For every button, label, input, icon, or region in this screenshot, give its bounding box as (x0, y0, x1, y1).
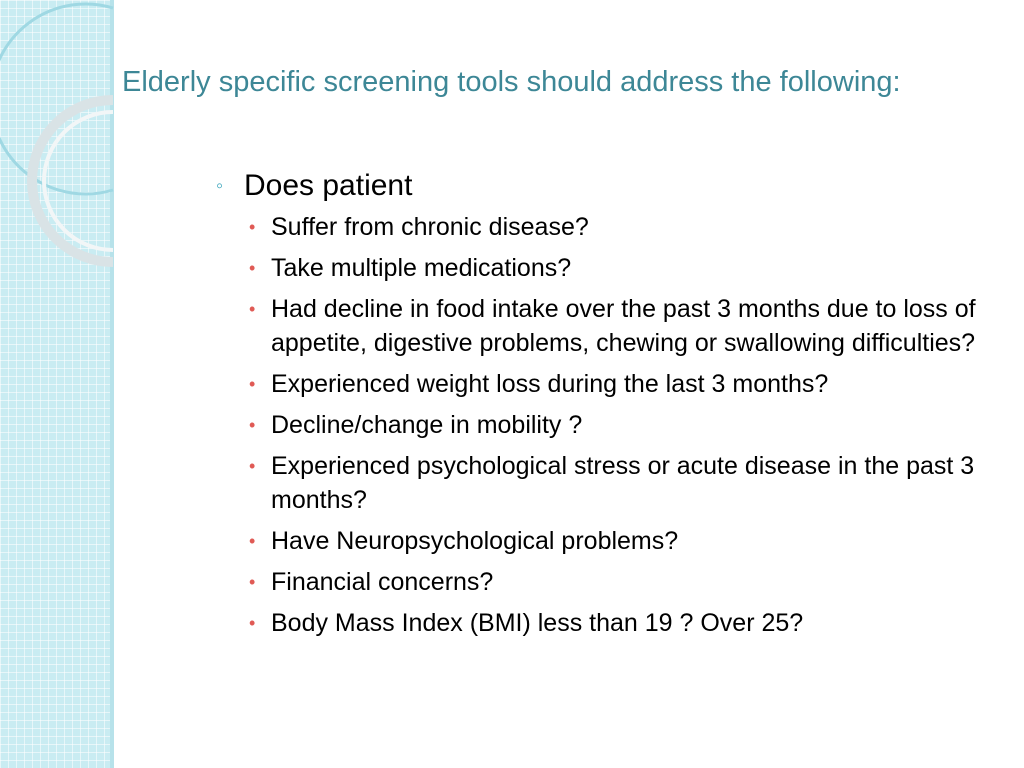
sub-item-weight-loss (212, 367, 1002, 401)
hollow-bullet-icon: ◦ (216, 175, 224, 197)
sub-item-food-intake (212, 292, 1002, 360)
bullet-dot-icon: • (249, 456, 256, 476)
sub-item-text: Experienced weight loss during the last 3 months? (271, 370, 829, 398)
inner-ring-highlight (44, 112, 113, 250)
bullet-dot-icon: • (249, 613, 256, 633)
sub-item-psychological-stress (212, 449, 1002, 517)
bullet-dot-icon: • (249, 374, 256, 394)
bullet-dot-icon: • (249, 299, 256, 319)
sub-item-bmi (212, 606, 1002, 640)
main-item-text: Does patient (244, 169, 413, 202)
sub-item-text: Have Neuropsychological problems? (271, 527, 679, 555)
sub-item-mobility (212, 408, 1002, 442)
decorative-rings (0, 0, 190, 300)
sub-item-medications (212, 251, 1002, 285)
sub-item-text: Financial concerns? (271, 568, 494, 596)
sub-item-text: Had decline in food intake over the past 3 months due to loss of appetite, digestive problems, chewing or swallowing difficulties? (271, 295, 976, 357)
sub-item-text: Take multiple medications? (271, 254, 572, 282)
bullet-dot-icon: • (249, 258, 256, 278)
bullet-dot-icon: • (249, 415, 256, 435)
sub-item-chronic-disease (212, 210, 1002, 244)
sub-item-text: Decline/change in mobility ? (271, 411, 583, 439)
sub-item-text: Body Mass Index (BMI) less than 19 ? Over 25? (271, 609, 804, 637)
sub-item-neuropsychological (212, 524, 1002, 558)
bullet-dot-icon: • (249, 572, 256, 592)
sub-item-text: Experienced psychological stress or acute disease in the past 3 months? (271, 452, 975, 514)
main-bullet-item (212, 166, 1002, 206)
sub-bullet-list (212, 210, 1002, 640)
slide-content (212, 166, 1002, 647)
bullet-dot-icon: • (249, 531, 256, 551)
slide-title: Elderly specific screening tools should address the following: (122, 66, 901, 98)
bullet-dot-icon: • (249, 217, 256, 237)
sub-item-text: Suffer from chronic disease? (271, 213, 589, 241)
sub-item-financial (212, 565, 1002, 599)
